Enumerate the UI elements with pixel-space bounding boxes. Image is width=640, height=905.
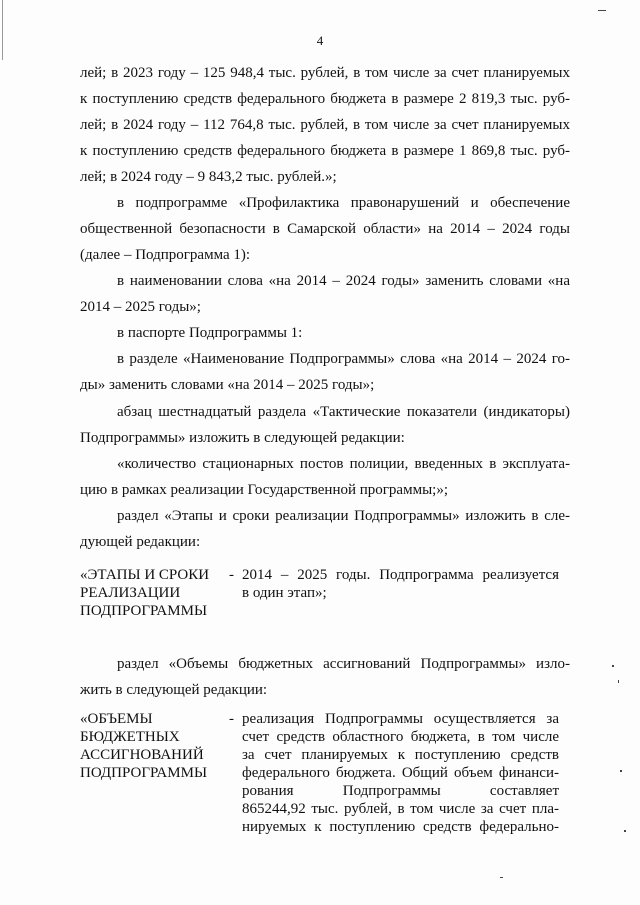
table-value: нируемых к поступлению средств федерально- (242, 819, 559, 835)
text-line: Подпрограммы» изложить в следующей редакции: (80, 430, 405, 446)
scan-speck (620, 770, 622, 772)
text-line: 2014 – 2025 годы»; (80, 299, 201, 315)
text-line: раздел «Объемы бюджетных ассигнований Подпрограммы» изло- (117, 656, 570, 672)
text-line: в паспорте Подпрограммы 1: (117, 325, 303, 341)
table-label: ПОДПРОГРАММЫ (80, 765, 208, 781)
text-line: общественной безопасности в Самарской области» на 2014 – 2024 годы (80, 221, 570, 237)
table-value: рования Подпрограммы составляет (242, 783, 559, 799)
text-line: раздел «Этапы и сроки реализации Подпрограммы» изложить в сле- (117, 508, 570, 524)
table-dash: - (229, 567, 234, 583)
table-dash: - (229, 711, 234, 727)
text-line: ды» заменить словами «на 2014 – 2025 годы»; (80, 377, 375, 393)
text-line: лей; в 2024 году – 9 843,2 тыс. рублей.»; (80, 169, 337, 185)
table-value: 865244,92 тыс. рублей, в том числе за счет пла- (242, 801, 559, 817)
table-label: БЮДЖЕТНЫХ (80, 729, 180, 745)
scan-edge-mark (2, 0, 3, 60)
table-value: реализация Подпрограммы осуществляется за (242, 711, 559, 727)
scan-speck (618, 680, 619, 683)
text-line: (далее – Подпрограмма 1): (80, 247, 251, 263)
table-value: счет средств областного бюджета, в том числе (242, 729, 559, 745)
table-label: РЕАЛИЗАЦИИ (80, 585, 181, 601)
table-value: за счет планируемых к поступлению средств (242, 747, 559, 763)
table-label: АССИГНОВАНИЙ (80, 747, 204, 763)
table-value: федерального бюджета. Общий объем финанси- (242, 765, 559, 781)
text-line: жить в следующей редакции: (80, 682, 268, 698)
scan-speck (598, 10, 606, 11)
table-label: «ОБЪЕМЫ (80, 711, 153, 727)
scan-speck (612, 665, 614, 667)
text-line: к поступлению средств федерального бюджета в размере 1 869,8 тыс. руб- (80, 143, 570, 159)
text-line: дующей редакции: (80, 534, 201, 550)
text-line: абзац шестнадцатый раздела «Тактические показатели (индикаторы) (117, 404, 570, 420)
table-label: ПОДПРОГРАММЫ (80, 603, 208, 619)
page-number: 4 (316, 33, 324, 48)
scan-speck (624, 830, 626, 832)
text-line: цию в рамках реализации Государственной программы;»; (80, 482, 448, 498)
text-line: в подпрограмме «Профилактика правонарушений и обеспечение (117, 195, 570, 211)
text-line: лей; в 2024 году – 112 764,8 тыс. рублей, в том числе за счет планируемых (80, 117, 570, 133)
scan-speck (500, 877, 503, 878)
table-value: 2014 – 2025 годы. Подпрограмма реализуется (242, 567, 559, 583)
text-line: в разделе «Наименование Подпрограммы» слова «на 2014 – 2024 го- (117, 351, 570, 367)
text-line: «количество стационарных постов полиции, введенных в эксплуата- (117, 456, 570, 472)
text-line: в наименовании слова «на 2014 – 2024 годы» заменить словами «на (117, 273, 570, 289)
text-line: к поступлению средств федерального бюджета в размере 2 819,3 тыс. руб- (80, 91, 570, 107)
table-label: «ЭТАПЫ И СРОКИ (80, 567, 210, 583)
text-line: лей; в 2023 году – 125 948,4 тыс. рублей, в том числе за счет планируемых (80, 65, 570, 81)
table-value: в один этап»; (242, 585, 327, 601)
